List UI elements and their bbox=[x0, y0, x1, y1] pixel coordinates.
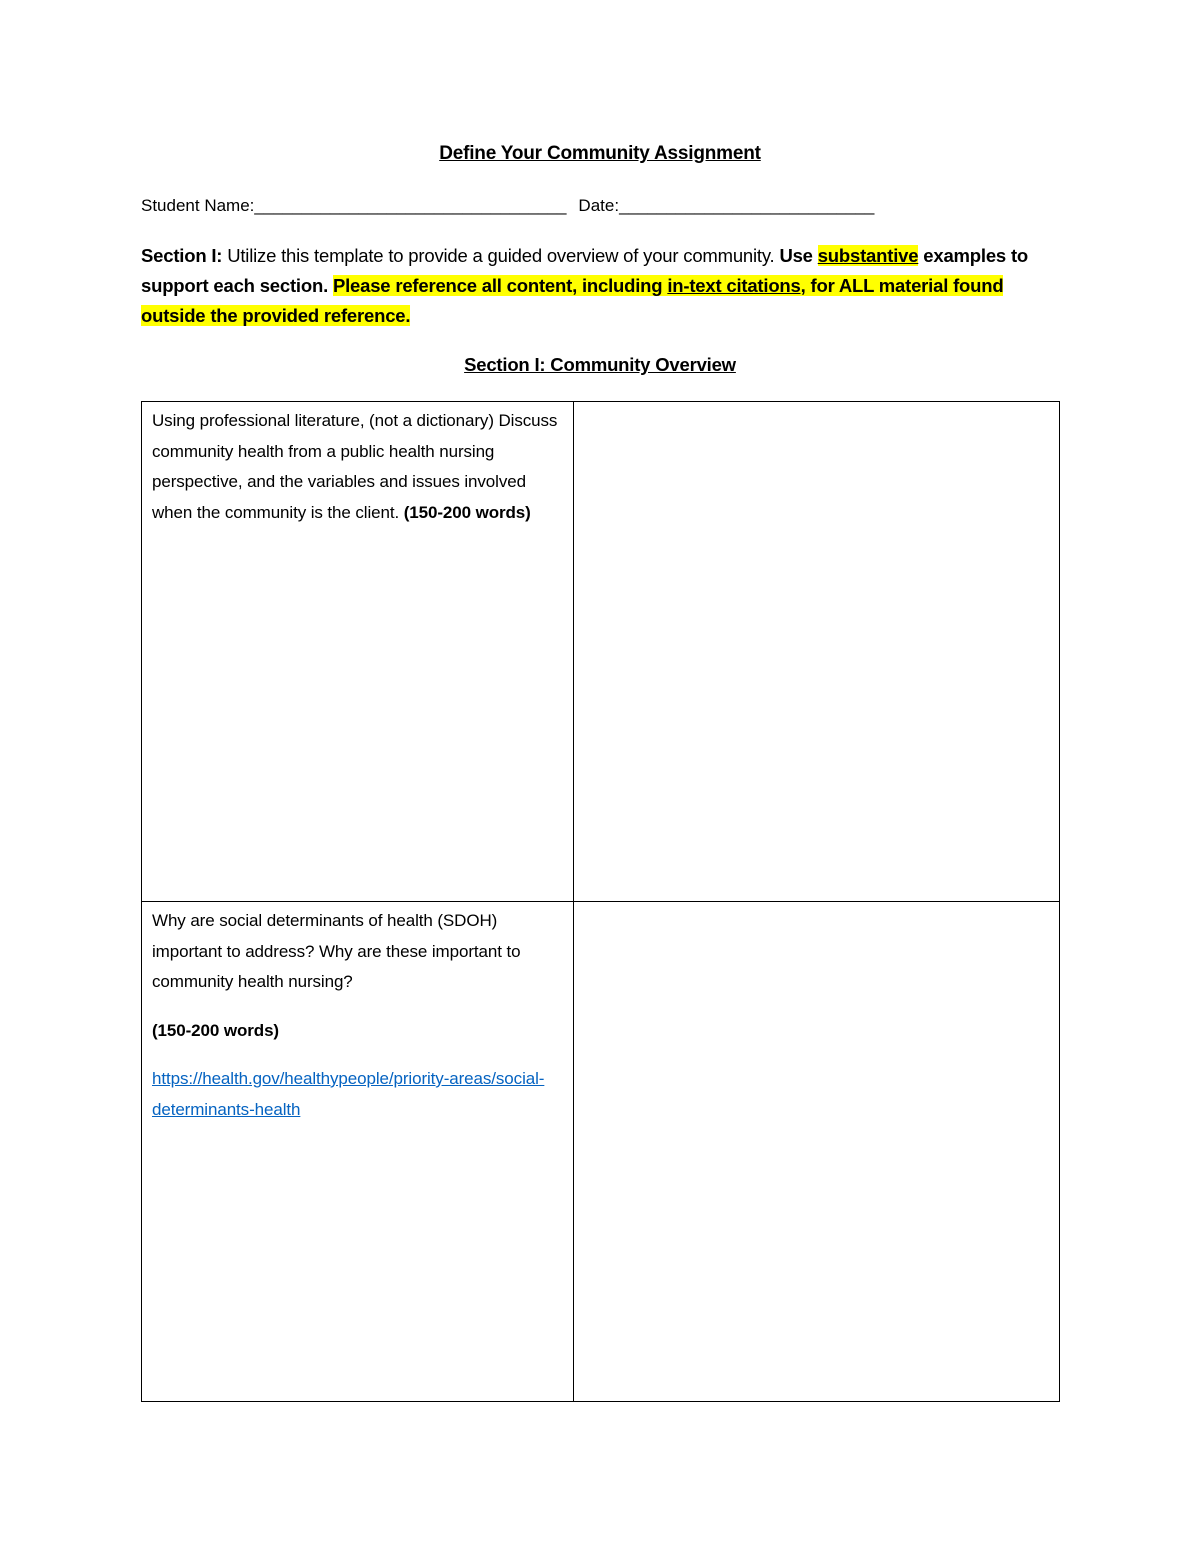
prompt-text: Why are social determinants of health (SDOH) important to address? Why are these important to community health nursing? bbox=[152, 911, 521, 991]
instructions-intext-citations: in-text citations, bbox=[667, 275, 806, 296]
date-field[interactable]: ___________________________ bbox=[619, 196, 875, 215]
instructions-paragraph bbox=[141, 241, 1041, 331]
document-title: Define Your Community Assignment bbox=[439, 143, 761, 164]
response-cell[interactable] bbox=[574, 902, 1060, 1402]
instructions-examples: examples to support each section. bbox=[141, 245, 1029, 296]
student-name-label: Student Name: bbox=[141, 196, 255, 215]
sdoh-link[interactable]: https://health.gov/healthypeople/priority-areas/social-determinants-health bbox=[152, 1069, 545, 1119]
instructions-section-label: Section I: bbox=[141, 245, 223, 266]
section-title: Section I: Community Overview bbox=[464, 354, 736, 375]
word-count: (150-200 words) bbox=[152, 1020, 279, 1040]
instructions-text: Utilize this template to provide a guided overview of your community. bbox=[222, 245, 780, 266]
overview-table bbox=[141, 401, 1060, 1402]
student-info-line bbox=[141, 196, 874, 216]
response-cell[interactable] bbox=[574, 402, 1060, 902]
instructions-highlight-1: Please reference all content, including bbox=[332, 275, 668, 296]
instructions-substantive: substantive bbox=[817, 245, 919, 266]
word-count: (150-200 words) bbox=[399, 502, 531, 522]
prompt-cell bbox=[142, 902, 574, 1402]
student-name-field[interactable]: _________________________________ bbox=[254, 196, 567, 215]
prompt-text: Using professional literature, (not a dictionary) Discuss community health from a public health nursing perspective, and the variables and issues involved when the community is the client. bbox=[152, 411, 558, 522]
instructions-highlight-2: for ALL material found outside the provided reference. bbox=[141, 275, 1004, 326]
table-row bbox=[142, 902, 1060, 1402]
prompt-cell bbox=[142, 402, 574, 902]
table-row bbox=[142, 402, 1060, 902]
date-label: Date: bbox=[578, 196, 620, 215]
instructions-use: Use bbox=[779, 245, 818, 266]
